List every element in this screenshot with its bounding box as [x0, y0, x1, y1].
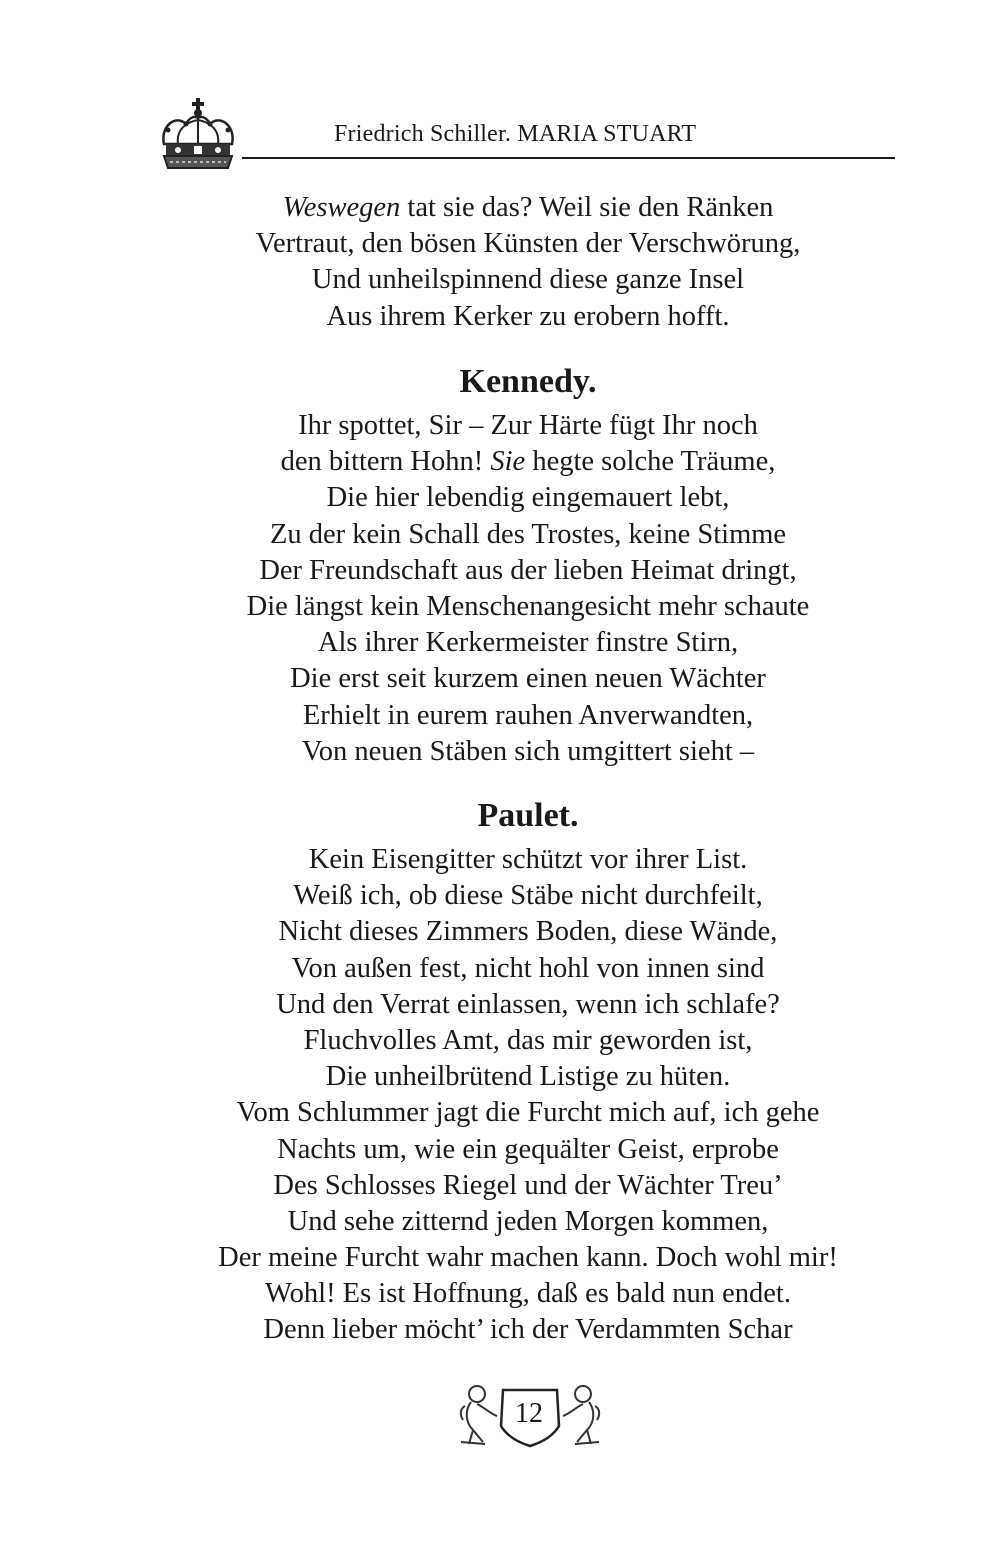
- verse-line: Nachts um, wie ein gequälter Geist, erprobe: [277, 1133, 779, 1165]
- verse-line: Die hier lebendig eingemauert lebt,: [326, 482, 730, 514]
- verse-line: Weswegen tat sie das? Weil sie den Ränken: [282, 192, 774, 223]
- verse-line: Von außen fest, nicht hohl von innen sind: [291, 952, 765, 984]
- verse-line: Als ihrer Kerkermeister finstre Stirn,: [317, 627, 739, 659]
- verse-line: Der meine Furcht wahr machen kann. Doch wohl mir!: [218, 1242, 838, 1274]
- verse-line: Vom Schlummer jagt die Furcht mich auf, ich gehe: [236, 1097, 820, 1129]
- verse-line: Zu der kein Schall des Trostes, keine Stimme: [269, 518, 787, 550]
- verse-line: Denn lieber möcht’ ich der Verdammten Schar: [263, 1314, 793, 1346]
- verse-line: Und sehe zitternd jeden Morgen kommen,: [287, 1205, 769, 1237]
- verse-line: Erhielt in eurem rauhen Anverwandten,: [302, 699, 754, 731]
- header-rule: [242, 157, 895, 159]
- verse-line: Fluchvolles Amt, das mir geworden ist,: [303, 1024, 753, 1056]
- verse-line: Und den Verrat einlassen, wenn ich schlafe?: [276, 988, 780, 1020]
- verse-line: Von neuen Stäben sich umgittert sieht –: [301, 735, 755, 767]
- verse-line: Und unheilspinnend diese ganze Insel: [311, 264, 745, 296]
- verse-line: Vertraut, den bösen Künsten der Verschwörung,: [255, 228, 801, 260]
- verse-line: Wohl! Es ist Hoffnung, daß es bald nun endet.: [265, 1278, 791, 1310]
- verse-line: Weiß ich, ob diese Stäbe nicht durchfeilt,: [293, 880, 763, 912]
- verse-line: Die erst seit kurzem einen neuen Wächter: [290, 663, 766, 695]
- verse-block-3: [150, 842, 906, 1349]
- running-head: Friedrich Schiller. MARIA STUART: [334, 121, 697, 147]
- verse-line: Kein Eisengitter schützt vor ihrer List.: [308, 844, 748, 875]
- crown-icon: [156, 96, 240, 176]
- speaker-name-kennedy: Kennedy.: [459, 363, 597, 400]
- verse-line: Der Freundschaft aus der lieben Heimat dringt,: [259, 554, 797, 586]
- verse-line: Aus ihrem Kerker zu erobern hofft.: [326, 300, 730, 332]
- verse-block-2: [150, 408, 906, 770]
- speaker-name-paulet: Paulet.: [477, 797, 579, 834]
- emphasis: Weswegen: [282, 192, 401, 223]
- verse-line: Die längst kein Menschenangesicht mehr schaute: [246, 590, 810, 622]
- verse-line: Ihr spottet, Sir – Zur Härte fügt Ihr noch: [298, 410, 758, 441]
- emphasis: Sie: [490, 446, 526, 478]
- page-number: 12: [515, 1398, 543, 1429]
- verse-line: Des Schlosses Riegel und der Wächter Treu’: [273, 1169, 783, 1201]
- verse-line: den bittern Hohn! Sie hegte solche Träume,: [280, 446, 776, 478]
- verse-block-1: [150, 190, 906, 335]
- verse-line: Nicht dieses Zimmers Boden, diese Wände,: [278, 916, 778, 948]
- verse-line: Die unheilbrütend Listige zu hüten.: [325, 1061, 731, 1093]
